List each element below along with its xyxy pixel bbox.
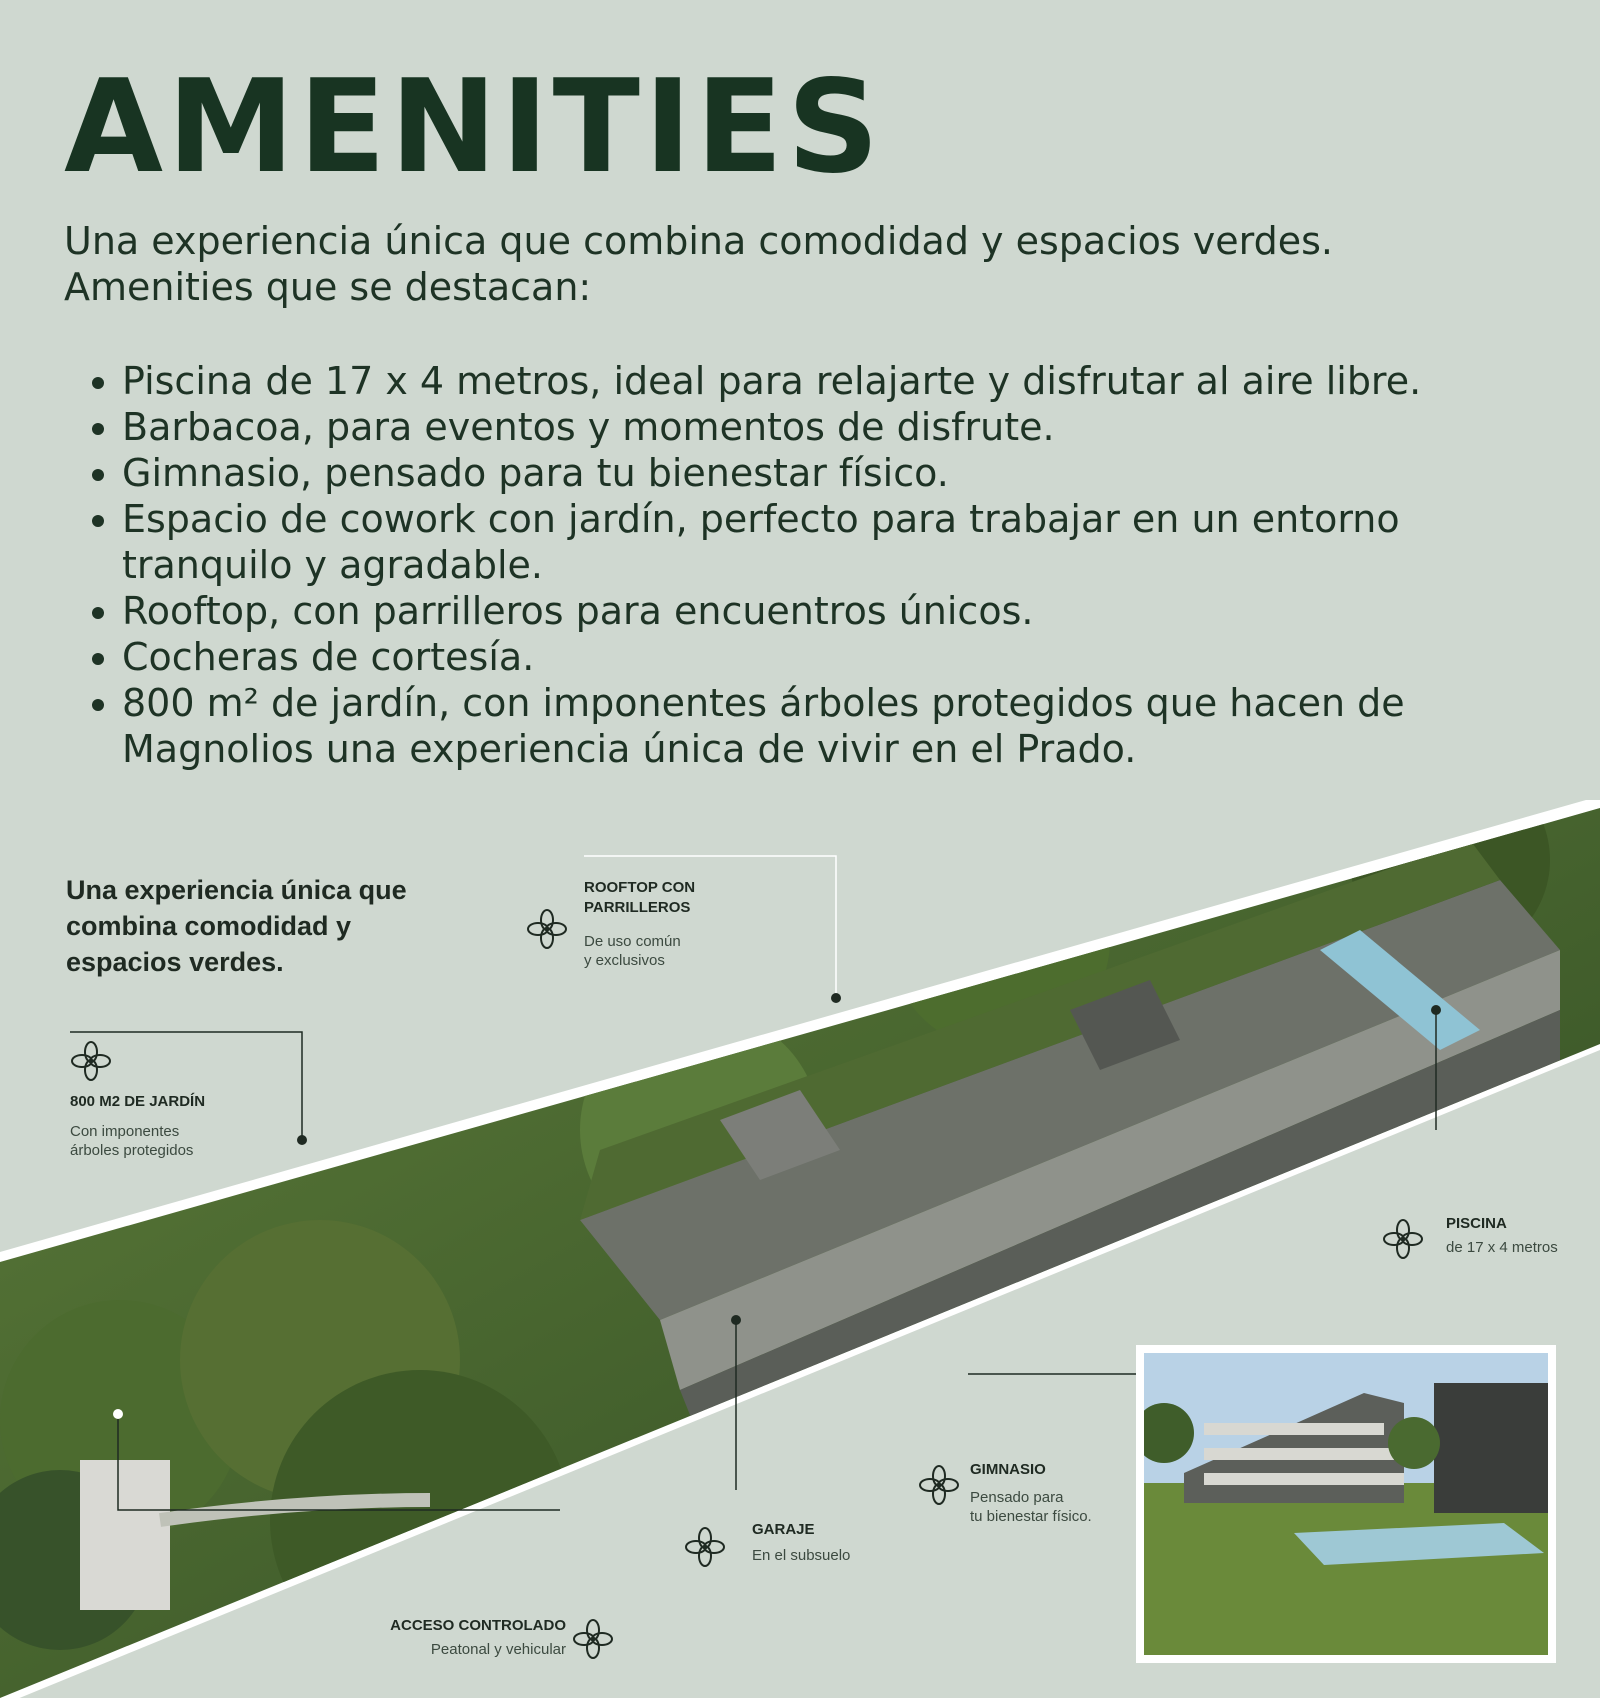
callout-pool — [1382, 1214, 1558, 1257]
rooftop-title-2: PARRILLEROS — [584, 899, 691, 916]
garage-sub: En el subsuelo — [752, 1547, 851, 1564]
flower-icon — [526, 908, 568, 950]
page-title: AMENITIES — [64, 53, 884, 202]
gym-title: GIMNASIO — [970, 1461, 1046, 1478]
flower-icon — [918, 1464, 960, 1506]
pool-sub: de 17 x 4 metros — [1446, 1239, 1558, 1256]
intro-text — [64, 218, 1544, 310]
rooftop-title-1: ROOFTOP CON — [584, 879, 696, 896]
list-item: • Barbacoa, para eventos y momentos de disfrute. — [122, 404, 1582, 450]
list-item: • 800 m² de jardín, con imponentes árboles protegidos que hacen de Magnolios una experiencia única de vivir en el Prado. — [122, 680, 1582, 772]
gym-sub-1: Pensado para — [970, 1489, 1064, 1506]
intro-line-1: Una experiencia única que combina comodidad y espacios verdes. — [64, 219, 1333, 263]
access-sub: Peatonal y vehicular — [430, 1641, 566, 1658]
list-item: • Piscina de 17 x 4 metros, ideal para relajarte y disfrutar al aire libre. — [122, 358, 1582, 404]
garden-title: 800 M2 DE JARDÍN — [70, 1093, 206, 1110]
gym-sub-2: tu bienestar físico. — [970, 1508, 1092, 1525]
list-item: • Espacio de cowork con jardín, perfecto para trabajar en un entorno tranquilo y agradable. — [122, 496, 1582, 588]
flower-icon — [572, 1618, 614, 1660]
infographic-lede: Una experiencia única que combina comodidad y espacios verdes. — [66, 875, 407, 977]
pool-title: PISCINA — [1446, 1215, 1507, 1232]
intro-line-2: Amenities que se destacan: — [64, 265, 592, 309]
access-title: ACCESO CONTROLADO — [390, 1617, 566, 1634]
callout-rooftop — [526, 878, 695, 970]
rooftop-sub-1: De uso común — [584, 933, 681, 950]
list-item: • Cocheras de cortesía. — [122, 634, 1582, 680]
callout-access — [376, 1616, 566, 1659]
callout-garden — [70, 1040, 205, 1160]
callout-garage — [684, 1520, 850, 1565]
gym-photo-frame — [1136, 1345, 1556, 1663]
garage-title: GARAJE — [752, 1521, 815, 1538]
list-item: • Gimnasio, pensado para tu bienestar físico. — [122, 450, 1582, 496]
flower-icon — [684, 1526, 726, 1568]
garden-sub-2: árboles protegidos — [70, 1142, 194, 1159]
rooftop-sub-2: y exclusivos — [584, 952, 665, 969]
amenities-list — [80, 358, 1582, 772]
flower-icon — [1382, 1218, 1424, 1260]
list-item: • Rooftop, con parrilleros para encuentros únicos. — [122, 588, 1582, 634]
callout-gym — [918, 1460, 1092, 1526]
garden-sub-1: Con imponentes — [70, 1123, 180, 1140]
flower-icon — [70, 1040, 112, 1082]
garden-photo — [1144, 1353, 1548, 1655]
